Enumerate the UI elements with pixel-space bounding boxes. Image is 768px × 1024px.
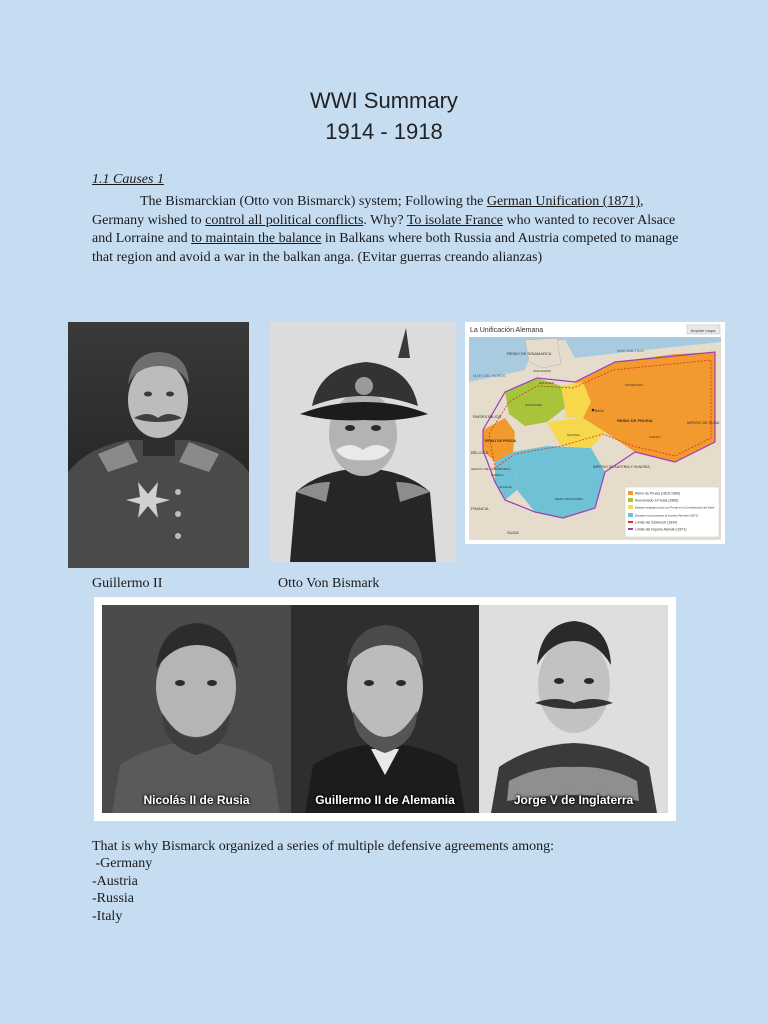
monarch-label-guillermo: Guillermo II de Alemania (315, 793, 455, 807)
map-label-alsacia: ALSACIA (499, 485, 512, 489)
map-label-belgium: BÉLGICA (471, 450, 489, 455)
list-item-italy: -Italy (92, 909, 123, 924)
map-title: La Unificación Alemana (470, 327, 544, 334)
legend-swatch-incorporated (628, 513, 633, 517)
map-label-lorena: LORENA (491, 473, 504, 477)
guillermo-ii-illustration (68, 322, 249, 568)
intro-underline-maintain-balance: to maintain the balance (191, 231, 322, 246)
legend-annexed: Anexionado a Prusia (1866) (635, 498, 679, 503)
list-item-germany: -Germany (92, 856, 153, 871)
map-label-berlin: Berlín (595, 409, 605, 413)
intro-text-5: in Balkans where both Russia and Austria competed to manage that region and avoid a war in the balkan anga. (Evitar guerras creando alianzas) (92, 231, 679, 265)
map-label-switzerland: SUIZA (507, 530, 519, 535)
legend-swatch-annexed (628, 498, 633, 502)
map-label-baltic: MAR BÁLTICO (617, 348, 644, 353)
section-heading: 1.1 Causes 1 (92, 172, 164, 187)
legend-swatch-prussia (628, 491, 633, 495)
document-subtitle-years: 1914 - 1918 (325, 119, 443, 144)
map-label-pomerania: POMERANIA (625, 383, 644, 387)
legend-swatch-zollverein (628, 521, 633, 523)
list-item-russia: -Russia (92, 891, 134, 906)
german-unification-map (465, 322, 725, 544)
german-unification-map-graphic (465, 322, 725, 544)
caption-bismarck: Otto Von Bismark (278, 576, 380, 591)
list-item-austria: -Austria (92, 874, 138, 889)
intro-text-4: who wanted to recover Alsace and Lorraine and (92, 212, 676, 246)
legend-swatch-empire (628, 528, 633, 530)
monarch-photo-guillermo (291, 605, 479, 813)
legend-confederation: Estados integrados junto con Prusia en la Confederación del Norte (635, 506, 715, 510)
monarch-label-nicholas: Nicolás II de Rusia (143, 793, 250, 807)
map-label-prussia-west: REINO DE PRUSIA (485, 439, 517, 443)
intro-underline-german-unification: German Unification (1871) (486, 194, 641, 209)
map-label-north-sea: MAR DEL NORTE (473, 373, 506, 378)
map-label-schleswig: SCHLESWIG (533, 369, 552, 373)
nicholas-ii-illustration (102, 605, 291, 813)
map-label-france: FRANCIA (471, 506, 489, 511)
map-label-austria: IMPERIO DE AUSTRIA Y HUNGRÍA (593, 465, 650, 469)
map-berlin-marker (592, 409, 595, 412)
map-label-prussia-east: REINO DE PRUSIA (617, 418, 653, 423)
map-label-bavaria: REINO DE BAVIERA (555, 497, 584, 501)
bismarck-portrait (270, 322, 456, 562)
map-label-russia: IMPERIO DE RUSIA (687, 421, 720, 425)
document-title: WWI Summary (310, 88, 458, 113)
caption-guillermo-ii: Guillermo II (92, 576, 163, 591)
map-label-hannover: HANNOVER (525, 403, 543, 407)
monarch-photo-nicholas (102, 605, 291, 813)
intro-text-1: The Bismarckian (Otto von Bismarck) system; Following the (140, 194, 487, 209)
monarch-label-jorge: Jorge V de Inglaterra (513, 793, 634, 807)
map-label-holstein: HOLSTEIN (539, 381, 555, 385)
legend-prussia: Reino de Prusia (1815-1866) (635, 491, 680, 496)
monarch-photo-jorge (479, 605, 668, 813)
legend-empire: Límite del Imperio Alemán (1871) (635, 527, 687, 532)
map-label-denmark: REINO DE DINAMARCA (507, 351, 552, 356)
intro-underline-isolate-france: To isolate France (406, 212, 504, 228)
intro-text-2: , Germany wished to (92, 194, 644, 228)
map-label-luxembourg: GRAN D. DE LUXEMBURGO (471, 467, 511, 471)
intro-paragraph (92, 193, 682, 267)
legend-swatch-confederation (628, 505, 633, 509)
jorge-v-illustration (479, 605, 668, 813)
legend-incorporated: Estados incorporados al imperio Alemán (1871) (635, 513, 699, 518)
intro-text-3: . Why? (363, 212, 407, 228)
monarchs-collage (94, 597, 676, 821)
map-label-sajonia: SAJONIA (567, 433, 580, 437)
closing-paragraph: That is why Bismarck organized a series of multiple defensive agreements among: (92, 839, 554, 854)
guillermo-ii-portrait (68, 322, 249, 568)
map-enlarge-button-label[interactable]: Ampliar mapa (690, 328, 716, 333)
guillermo-ii-alemania-illustration (291, 605, 479, 813)
bismarck-illustration (270, 322, 456, 562)
map-label-netherlands: PAÍSES BAJOS (473, 414, 502, 419)
legend-zollverein: Límite del Zollverein (1834) (635, 520, 678, 525)
map-label-silesia: SILESIA (649, 435, 661, 439)
intro-underline-control-conflicts: control all political conflicts (205, 212, 364, 228)
